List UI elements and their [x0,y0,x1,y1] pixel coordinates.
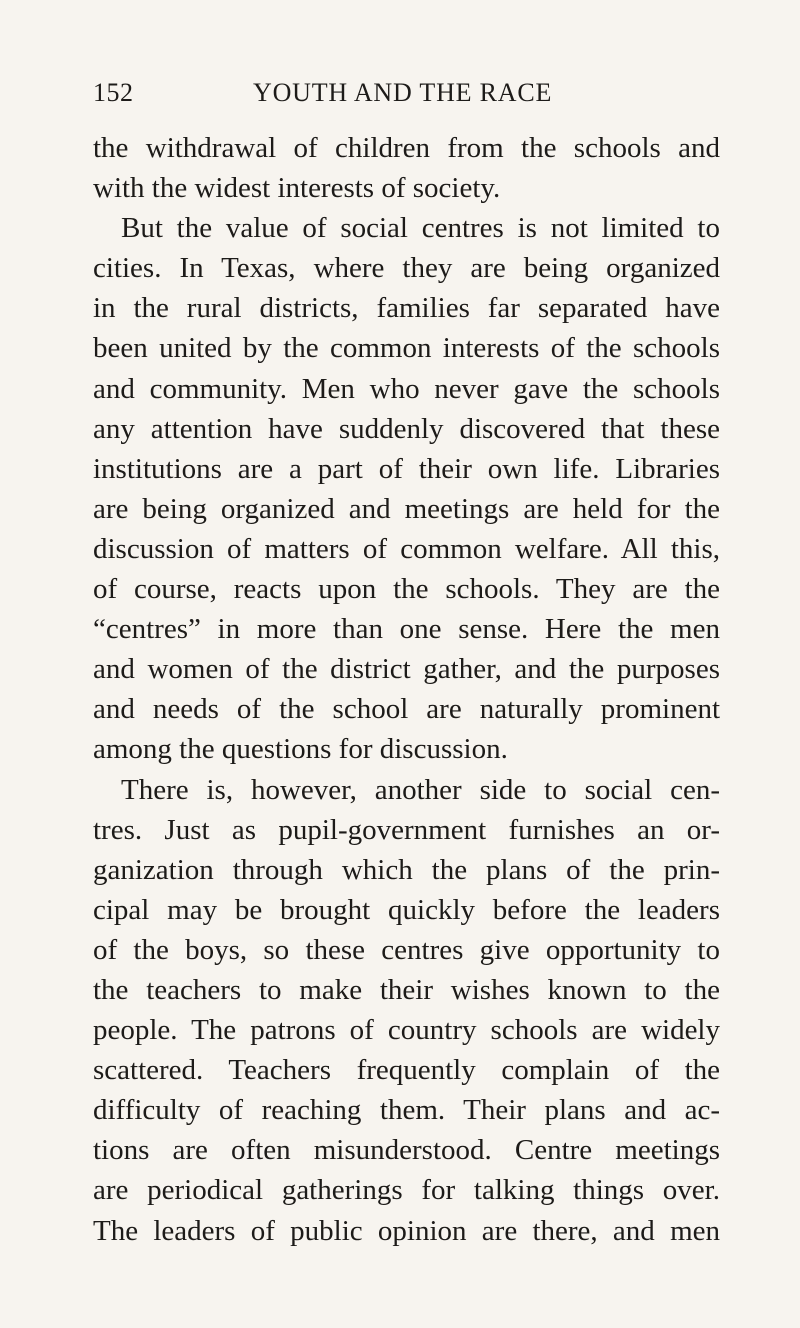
text-line: of the boys, so these centres give opportunity to [93,933,720,966]
body-text [93,128,720,1251]
text-line: “centres” in more than one sense. Here the men [93,613,720,646]
text-line: the teachers to make their wishes known to the [93,973,720,1006]
text-line: any attention have suddenly discovered that these [93,412,720,445]
text-line: difficulty of reaching them. Their plans and ac- [93,1094,720,1127]
text-line: and community. Men who never gave the schools [93,372,720,405]
text-line: of course, reacts upon the schools. They are the [93,573,720,606]
text-line: and needs of the school are naturally prominent [93,693,720,726]
text-line: There is, however, another side to social cen- [121,773,720,806]
text-line: been united by the common interests of the schools [93,332,720,365]
text-line: tions are often misunderstood. Centre meetings [93,1134,720,1167]
text-line: are being organized and meetings are held for the [93,492,720,525]
page-number: 152 [93,78,134,107]
text-line: the withdrawal of children from the schools and [93,132,720,164]
text-line: with the widest interests of society. [93,172,501,205]
text-line: But the value of social centres is not limited to [121,212,720,245]
text-line: people. The patrons of country schools are widely [93,1014,720,1047]
running-head: YOUTH AND THE RACE [253,78,553,107]
text-line: cities. In Texas, where they are being organized [93,252,720,285]
text-line: scattered. Teachers frequently complain of the [93,1054,720,1087]
text-line: ganization through which the plans of the prin- [93,853,720,886]
text-line: tres. Just as pupil-government furnishes an or- [93,813,720,846]
text-line: and women of the district gather, and the purposes [93,653,720,686]
text-line: discussion of matters of common welfare. All this, [93,532,720,565]
text-line: The leaders of public opinion are there, and men [93,1214,720,1247]
text-line: institutions are a part of their own life. Libraries [93,452,720,485]
text-line: cipal may be brought quickly before the leaders [93,893,720,926]
text-line: among the questions for discussion. [93,733,508,766]
text-line: in the rural districts, families far separated have [93,292,720,325]
page-header [93,78,720,118]
text-line: are periodical gatherings for talking things over. [93,1174,720,1207]
